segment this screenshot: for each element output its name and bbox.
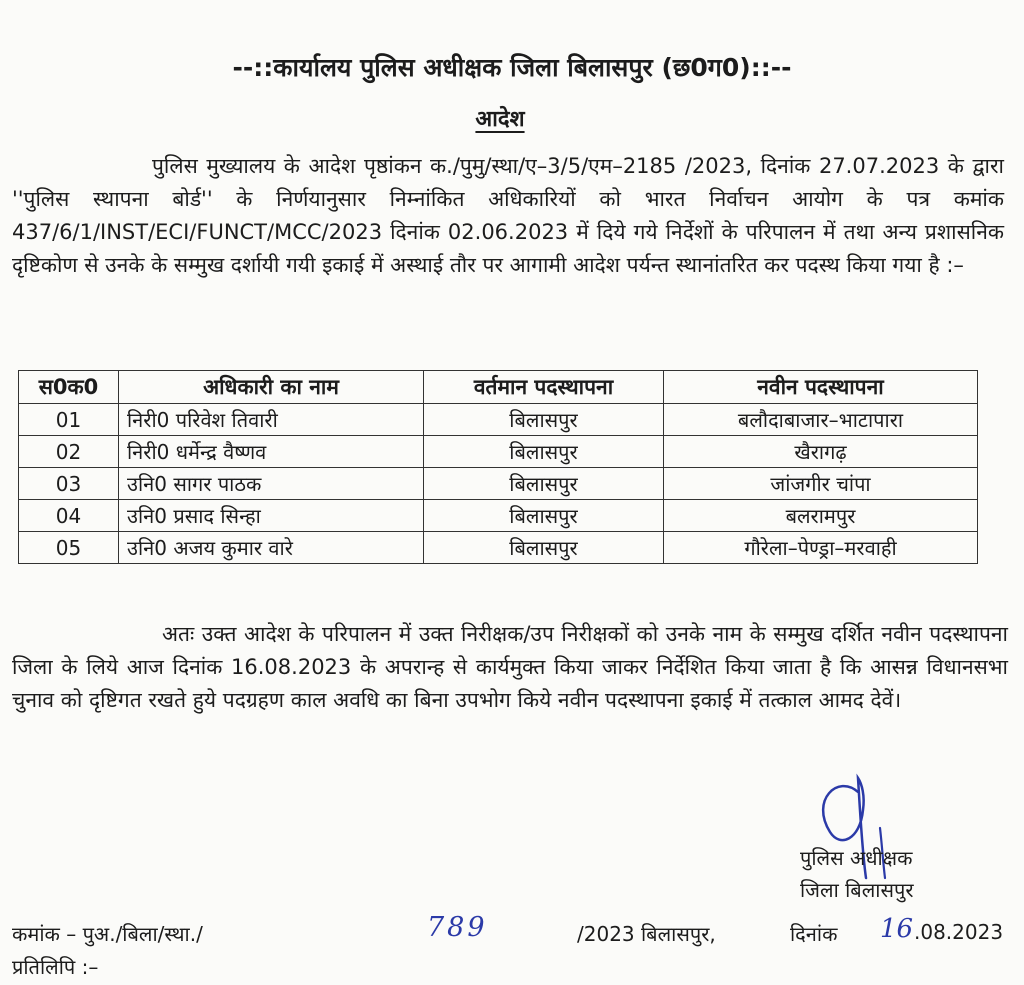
reference-prefix: कमांक – पुअ./बिला/स्था./ [12,922,203,946]
table-row [19,436,978,468]
reference-year-city: /2023 बिलासपुर, [577,922,716,946]
officer-name-cell: उनि0 सागर पाठक [119,468,424,500]
officer-name-cell: उनि0 अजय कुमार वारे [119,532,424,564]
transfer-table [18,370,978,564]
table-header-row [19,371,978,404]
serial-cell: 01 [19,404,119,436]
order-title-text: आदेश [475,107,525,132]
current-posting-cell: बिलासपुर [424,500,664,532]
header-officer-name: अधिकारी का नाम [119,371,424,404]
copy-to-label: प्रतिलिपि :– [12,955,99,979]
current-posting-cell: बिलासपुर [424,532,664,564]
reference-number: 789 [427,912,488,943]
new-posting-cell: बलौदाबाजार–भाटापारा [664,404,978,436]
signatory-title: पुलिस अधीक्षक [800,846,913,870]
reference-month-year: .08.2023 [914,920,1004,944]
closing-paragraph: अतः उक्त आदेश के परिपालन में उक्त निरीक्षक/उप निरीक्षकों को उनके नाम के सम्मुख दर्शित नवीन पदस्थापना जिला के लिये आज दिनांक 16.08.2023 के अपरान्ह से कार्यमुक्त किया जाकर निर्देशित किया जाता है कि आसन्न विधानसभा चुनाव को दृष्टिगत रखते हुये पदग्रहण काल अवधि का बिना उपभोग किये नवीन पदस्थापना इकाई में तत्काल आमद देवें। [12,622,1008,712]
new-posting-cell: खैरागढ़ [664,436,978,468]
serial-cell: 04 [19,500,119,532]
officer-name-cell: उनि0 प्रसाद सिन्हा [119,500,424,532]
header-new-posting: नवीन पदस्थापना [664,371,978,404]
reference-date-label: दिनांक [790,922,838,946]
serial-cell: 03 [19,468,119,500]
signatory-designation [800,842,914,906]
reference-day: 16 [880,914,914,944]
officer-name-cell: निरी0 धर्मेन्द्र वैष्णव [119,436,424,468]
signature-block [790,770,1020,910]
current-posting-cell: बिलासपुर [424,436,664,468]
officer-name-cell: निरी0 परिवेश तिवारी [119,404,424,436]
table-row [19,500,978,532]
current-posting-cell: बिलासपुर [424,468,664,500]
reference-line [12,912,1012,950]
table-row [19,532,978,564]
intro-paragraph: पुलिस मुख्यालय के आदेश पृष्ठांकन क./पुमु/स्था/ए–3/5/एम–2185 /2023, दिनांक 27.07.2023 के द्वारा ''पुलिस स्थापना बोर्ड'' के निर्णयानुसार निम्नांकित अधिकारियों को भारत निर्वाचन आयोग के पत्र कमांक 437/6/1/INST/ECI/FUNCT/MCC/2023 दिनांक 02.06.2023 में दिये गये निर्देशों के परिपालन में तथा अन्य प्रशासनिक दृष्टिकोण से उनके के सम्मुख दर्शायी गयी इकाई में अस्थाई तौर पर आगामी आदेश पर्यन्त स्थानांतरित कर पदस्थ किया गया है :– [12,154,1004,277]
new-posting-cell: जांजगीर चांपा [664,468,978,500]
table-row [19,404,978,436]
signatory-district: जिला बिलासपुर [800,878,914,902]
header-current-posting: वर्तमान पदस्थापना [424,371,664,404]
new-posting-cell: बलरामपुर [664,500,978,532]
serial-cell: 05 [19,532,119,564]
new-posting-cell: गौरेला–पेण्ड्रा–मरवाही [664,532,978,564]
order-title [0,103,1000,133]
current-posting-cell: बिलासपुर [424,404,664,436]
office-heading: --::कार्यालय पुलिस अधीक्षक जिला बिलासपुर (छ0ग0)::-- [232,53,792,82]
header-serial: स0क0 [19,371,119,404]
table-row [19,468,978,500]
serial-cell: 02 [19,436,119,468]
